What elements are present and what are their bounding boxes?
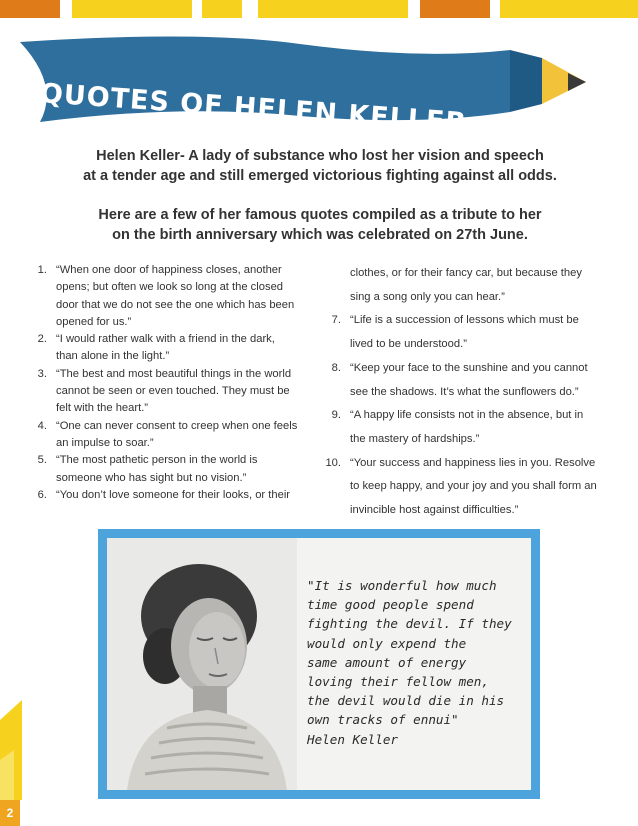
quote-text: “You don’t love someone for their looks, or their <box>56 488 291 501</box>
quote-line <box>28 452 318 469</box>
quote-line <box>28 470 318 487</box>
image-quote-line: the devil would die in his <box>307 693 505 709</box>
quote-line <box>28 262 318 279</box>
helen-keller-portrait <box>107 538 297 790</box>
title-banner <box>0 30 638 150</box>
quote-text: invincible host against difficulties.” <box>350 504 519 517</box>
quote-text: “When one door of happiness closes, another <box>56 264 282 276</box>
image-quote-line: time good people spend <box>307 597 474 613</box>
quote-line <box>322 452 612 476</box>
image-quote-line: own tracks of ennui" <box>307 712 459 728</box>
quote-line <box>28 331 318 348</box>
quote-number: 8. <box>331 361 341 374</box>
quote-line <box>322 404 612 428</box>
quote-text: felt with the heart.” <box>56 402 149 415</box>
quotes-column-left <box>28 262 318 504</box>
quote-text: “I would rather walk with a friend in the dark, <box>56 333 275 346</box>
quote-number: 1. <box>37 264 47 276</box>
quote-number: 7. <box>331 314 341 327</box>
quote-line <box>322 381 612 405</box>
page-number: 2 <box>0 800 20 826</box>
intro-paragraph <box>60 146 580 186</box>
quote-line <box>28 279 318 296</box>
quote-text: door that we do not see the one which has been <box>56 298 295 311</box>
quote-text: to keep happy, and your joy and you shall form an <box>350 480 597 493</box>
image-quote-line: loving their fellow men, <box>307 674 489 690</box>
quote-text: “The best and most beautiful things in the world <box>56 367 292 380</box>
quote-text: “The most pathetic person in the world is <box>56 454 258 467</box>
image-quote-line: would only expend the <box>307 635 467 651</box>
quote-text: clothes, or for their fancy car, but because they <box>350 267 582 279</box>
quote-text: see the shadows. It’s what the sunflowers do.” <box>350 385 579 398</box>
quote-line <box>28 400 318 417</box>
quote-number: 5. <box>37 454 47 467</box>
quote-line <box>28 314 318 331</box>
quote-text: an impulse to soar.” <box>56 436 154 449</box>
image-quote-line: fighting the devil. If they <box>307 616 512 632</box>
quote-line <box>28 418 318 435</box>
intro-line-2: at a tender age and still emerged victorious fighting against all odds. <box>83 168 557 184</box>
quote-number: 9. <box>331 409 341 422</box>
quote-text: someone who has sight but no vision.” <box>56 471 247 484</box>
quote-number: 6. <box>37 488 47 501</box>
quote-image <box>107 538 531 790</box>
quote-text: than alone in the light.” <box>56 350 170 363</box>
quote-line <box>28 487 318 504</box>
image-quote-line: Helen Keller <box>307 731 398 747</box>
quote-line <box>28 366 318 383</box>
quote-line <box>322 286 612 310</box>
quote-number: 3. <box>37 367 47 380</box>
intro-line-4: on the birth anniversary which was celebrated on 27th June. <box>112 227 528 243</box>
quote-line <box>322 357 612 381</box>
tribute-paragraph <box>60 205 580 245</box>
quote-text: opened for us.” <box>56 315 132 328</box>
quote-line <box>322 475 612 499</box>
quote-number: 4. <box>37 419 47 432</box>
quote-number: 10. <box>325 456 341 469</box>
quote-text: opens; but often we look so long at the closed <box>56 281 284 294</box>
left-edge-decoration <box>0 700 30 800</box>
intro-line-1: Helen Keller- A lady of substance who lost her vision and speech <box>96 148 544 164</box>
quote-text: “Your success and happiness lies in you. Resolve <box>350 456 596 469</box>
quote-line <box>28 348 318 365</box>
quote-text: “One can never consent to creep when one feels <box>56 419 298 432</box>
image-quote-line: "It is wonderful how much <box>307 578 497 593</box>
quote-text: “Keep your face to the sunshine and you cannot <box>350 361 588 374</box>
quote-line <box>322 428 612 452</box>
quote-line <box>322 333 612 357</box>
quote-text: cannot be seen or even touched. They must be <box>56 385 290 398</box>
quote-text: “A happy life consists not in the absence, but in <box>350 409 584 422</box>
image-quote-text <box>307 576 527 749</box>
quote-line <box>28 297 318 314</box>
quote-number: 2. <box>37 333 47 346</box>
top-decorative-bars <box>0 0 638 18</box>
quote-text: lived to be understood.” <box>350 338 467 351</box>
quote-line <box>322 262 612 286</box>
quote-text: the mastery of hardships.” <box>350 432 480 445</box>
quote-text: “Life is a succession of lessons which must be <box>350 314 579 327</box>
quote-text: sing a song only you can hear.” <box>350 290 505 303</box>
intro-line-3: Here are a few of her famous quotes compiled as a tribute to her <box>98 207 542 223</box>
quote-line <box>28 383 318 400</box>
image-quote-line: same amount of energy <box>307 654 467 670</box>
quote-line <box>28 435 318 452</box>
quote-image-frame <box>98 529 540 799</box>
page-title: QUOTES OF HELEN KELLER <box>38 78 469 139</box>
quote-line <box>322 309 612 333</box>
quote-line <box>322 499 612 523</box>
quotes-column-right <box>322 262 612 523</box>
